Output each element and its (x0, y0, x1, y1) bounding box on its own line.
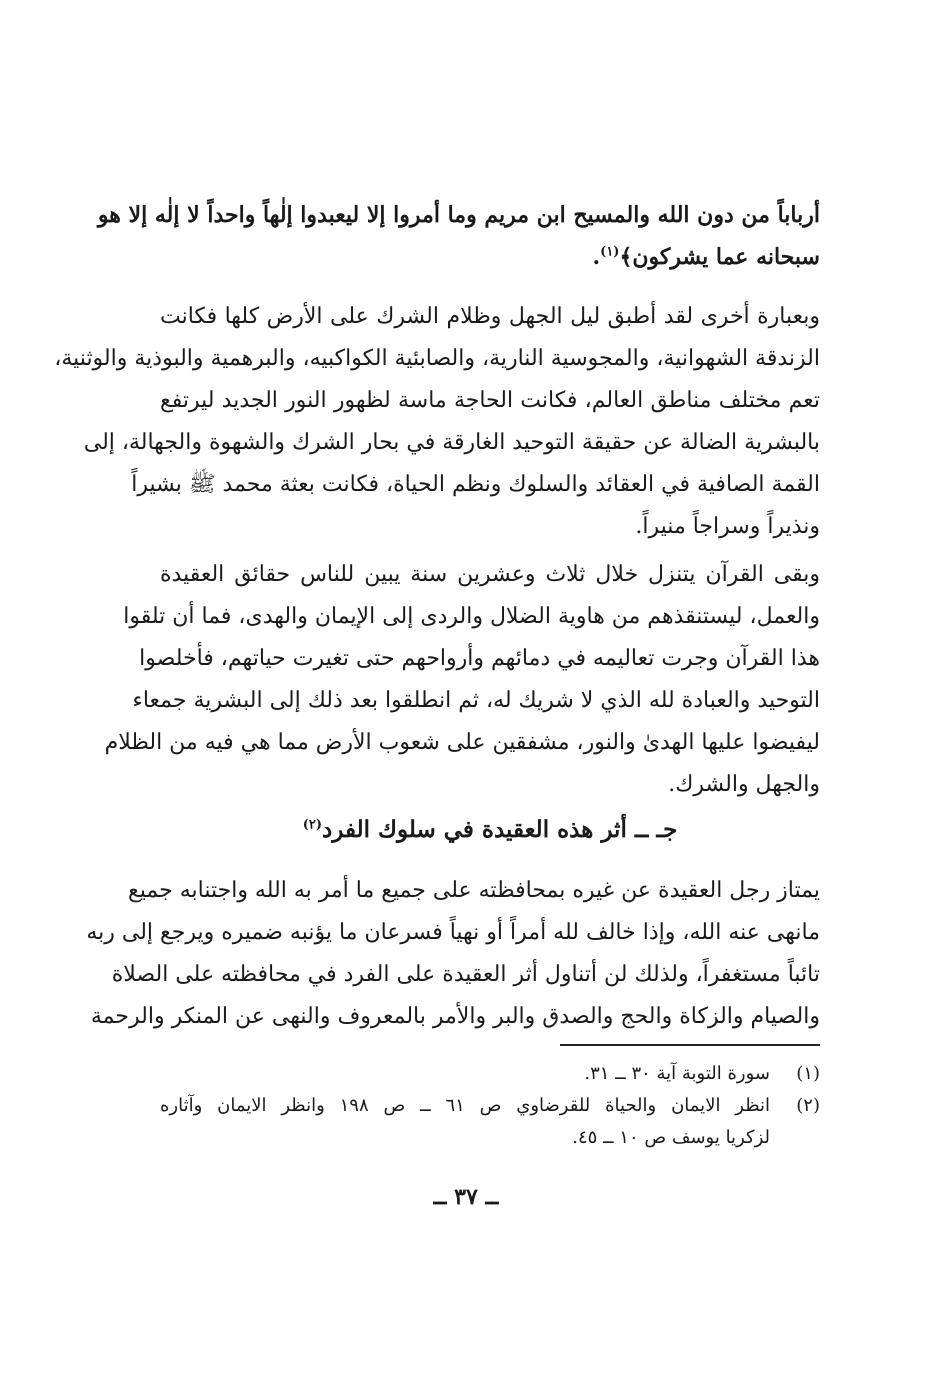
footnote-line: لزكريا يوسف ص ١٠ ــ ٤٥. (572, 1127, 770, 1148)
paragraph-line: والعمل، ليستنقذهم من هاوية الضلال والردى إلى الإيمان والهدى، فما أن تلقوا (123, 604, 820, 629)
paragraph-line: التوحيد والعبادة لله الذي لا شريك له، ثم انطلقوا بعد ذلك إلى البشرية جمعاء (132, 688, 820, 713)
quote-line-end: . (592, 244, 601, 270)
paragraph-line: مانهى عنه الله، وإذا خالف لله أمراً أو نهياً فسرعان ما يؤنبه ضميره ويرجع إلى ربه (86, 920, 820, 945)
footnote (160, 1090, 820, 1154)
paragraph (54, 296, 820, 548)
footnote-ref: (٢) (302, 817, 323, 833)
footnote-text (160, 1090, 770, 1154)
quote-line: أرباباً من دون الله والمسيح ابن مريم وما أمروا إلا ليعبدوا إلٰهاً واحداً لا إلٰه إلا هو (97, 202, 820, 228)
footnote-divider (560, 1044, 820, 1046)
paragraph-line: ليفيضوا عليها الهدىٰ والنور، مشفقين على شعوب الأرض مما هي فيه من الظلام (104, 730, 820, 755)
paragraph-line: هذا القرآن وجرت تعاليمه في دمائهم وأرواحهم حتى تغيرت حياتهم، فأخلصوا (139, 646, 820, 671)
quranic-quote (97, 194, 820, 278)
paragraph-line: بالبشرية الضالة عن حقيقة التوحيد الغارقة في بحار الشرك والشهوة والجهالة، إلى (83, 430, 820, 455)
footnote-text (160, 1058, 770, 1090)
paragraph-line: والصيام والزكاة والحج والصدق والبر والأمر بالمعروف والنهى عن المنكر والرحمة (90, 1004, 820, 1029)
section-heading-text: جـ ــ أثر هذه العقيدة في سلوك الفرد (322, 816, 678, 843)
paragraph-line: تائباً مستغفراً، ولذلك لن أتناول أثر العقيدة على الفرد في محافظته على الصلاة (111, 962, 820, 987)
footnote (160, 1058, 820, 1090)
paragraph-line: يمتاز رجل العقيدة عن غيره بمحافظته على جميع ما أمر به الله واجتنابه جميع (128, 878, 820, 903)
paragraph-line: وبعبارة أخرى لقد أطبق ليل الجهل وظلام الشرك على الأرض كلها فكانت (160, 304, 820, 329)
paragraph (86, 870, 820, 1038)
paragraph-line: والجهل والشرك. (668, 772, 820, 797)
footnote-line: سورة التوبة آية ٣٠ ــ ٣١. (584, 1063, 770, 1084)
paragraph-line: الزندقة الشهوانية، والمجوسية النارية، والصابئية الكواكبيه، والبرهمية والبوذية والوثنية، (54, 346, 820, 371)
paragraph-line: وبقى القرآن يتنزل خلال ثلاث وعشرين سنة يبين للناس حقائق العقيدة (160, 562, 820, 587)
page-number: ــ ٣٧ ــ (433, 1184, 499, 1210)
quote-line-text: سبحانه عما يشركون﴾ (619, 244, 820, 270)
section-heading (160, 808, 820, 852)
paragraph-line: تعم مختلف مناطق العالم، فكانت الحاجة ماسة لظهور النور الجديد ليرتفع (160, 388, 820, 413)
footnote-ref: (١) (600, 244, 620, 260)
paragraph-line: القمة الصافية في العقائد والسلوك ونظم الحياة، فكانت بعثة محمد ﷺ بشيراً (131, 472, 820, 497)
footnote-number: (٢) (796, 1095, 820, 1116)
paragraph (104, 554, 820, 806)
footnote-number: (١) (796, 1063, 820, 1084)
paragraph-line: ونذيراً وسراجاً منيراً. (635, 514, 820, 539)
quote-line (160, 236, 820, 278)
footnote-line: انظر الايمان والحياة للقرضاوي ص ٦١ ــ ص ١٩٨ وانظر الايمان وآثاره (160, 1095, 771, 1116)
footnotes (160, 1058, 820, 1154)
